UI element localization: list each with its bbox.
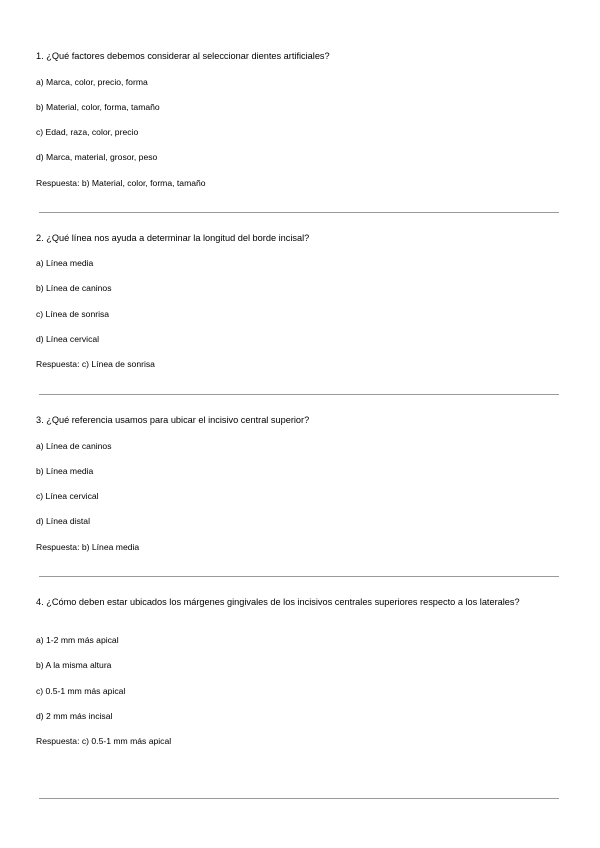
option-d: d) Marca, material, grosor, peso — [36, 152, 158, 162]
question-text: 2. ¿Qué línea nos ayuda a determinar la longitud del borde incisal? — [36, 233, 310, 243]
option-c: c) Línea de sonrisa — [36, 309, 110, 319]
option-d: d) Línea distal — [36, 516, 90, 526]
option-a: a) Línea media — [36, 258, 94, 268]
question-text: 3. ¿Qué referencia usamos para ubicar el incisivo central superior? — [36, 415, 310, 425]
section-divider — [39, 394, 559, 395]
option-c: c) Línea cervical — [36, 491, 99, 501]
section-divider — [39, 212, 559, 213]
option-b: b) Línea de caninos — [36, 283, 112, 293]
option-c: c) Edad, raza, color, precio — [36, 127, 139, 137]
question-text: 1. ¿Qué factores debemos considerar al seleccionar dientes artificiales? — [36, 51, 330, 61]
option-b: b) Material, color, forma, tamaño — [36, 102, 160, 112]
option-d: d) 2 mm más incisal — [36, 711, 113, 721]
option-a: a) 1-2 mm más apical — [36, 635, 119, 645]
answer-text: Respuesta: c) Línea de sonrisa — [36, 359, 155, 369]
answer-text: Respuesta: c) 0.5-1 mm más apical — [36, 736, 172, 746]
option-b: b) Línea media — [36, 466, 94, 476]
option-d: d) Línea cervical — [36, 334, 100, 344]
question-block-1 — [36, 50, 566, 188]
answer-text: Respuesta: b) Material, color, forma, tamaño — [36, 178, 206, 188]
question-block-3 — [36, 414, 566, 552]
section-divider — [39, 798, 559, 799]
option-a: a) Línea de caninos — [36, 441, 112, 451]
answer-text: Respuesta: b) Línea media — [36, 542, 140, 552]
option-c: c) 0.5-1 mm más apical — [36, 686, 126, 696]
question-text: 4. ¿Cómo deben estar ubicados los márgenes gingivales de los incisivos centrales superiores respecto a los laterales? — [36, 597, 520, 607]
section-divider — [39, 576, 559, 577]
option-a: a) Marca, color, precio, forma — [36, 77, 148, 87]
question-block-4 — [36, 596, 566, 746]
question-block-2 — [36, 232, 566, 369]
option-b: b) A la misma altura — [36, 660, 112, 670]
